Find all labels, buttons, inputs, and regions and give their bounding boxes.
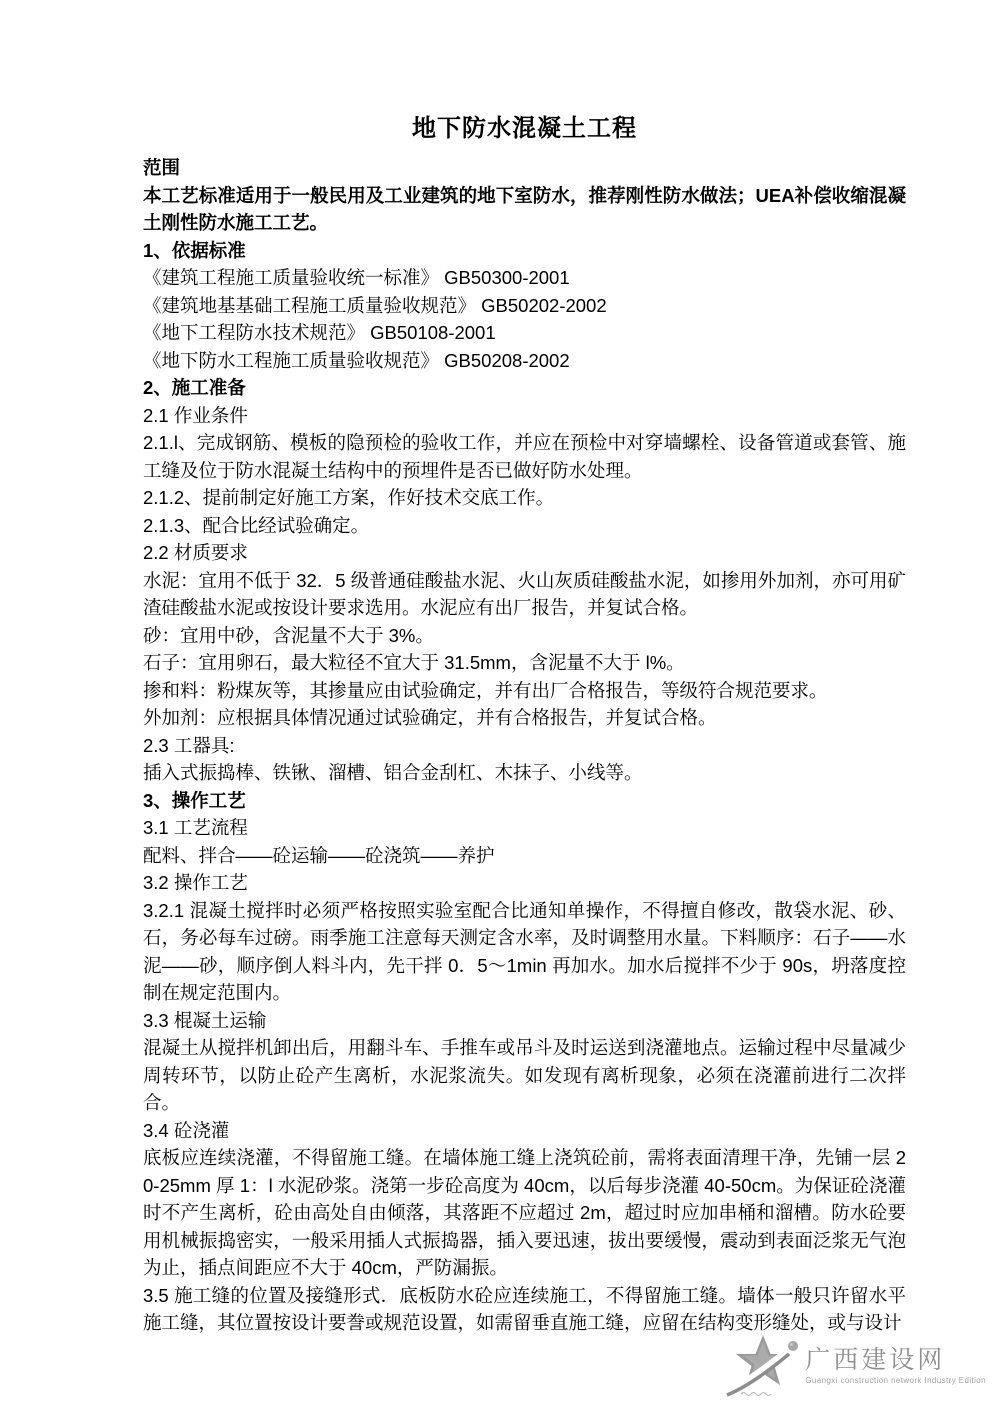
paragraph: 外加剂：应根据具体情况通过试验确定，并有合格报告，并复试合格。 — [143, 707, 717, 728]
document-title: 地下防水混凝土工程 — [412, 115, 637, 142]
paragraph: 3.3 棍凝土运输 — [143, 1009, 267, 1031]
paragraph: 1、依据标准 — [143, 239, 246, 261]
paragraph: 2.3 工器具: — [143, 734, 235, 756]
paragraph: 3.4 砼浇灌 — [143, 1119, 230, 1141]
paragraph: 2.1.3、配合比经试验确定。 — [143, 514, 370, 536]
paragraph: 3.2.1 混凝土搅拌时必须严格按照实验室配合比通知单操作，不得擅自修改，散袋水泥、砂、石，务必每车过磅。雨季施工注意每天测定含水率，及时调整用水量。下料顺序：石子——水泥——砂，顺序倒人料斗内，先干拌 0．5～1min 再加水。加水后搅拌不少于 90s，坍落度控制在规定范围内。 — [143, 899, 906, 1003]
paragraph: 底板应连续浇灌，不得留施工缝。在墙体施工缝上浇筑砼前，需将表面清理干净，先铺一层 20-25mm 厚 1：l 水泥砂浆。浇第一步砼高度为 40cm，以后每步浇灌 40-50cm。为保证砼浇灌时不产生离析，砼由高处自由倾落，其落距不应超过 2m，超过时应加串桶和溜槽。防水砼要用机械振捣密实，一般采用插人式振捣器，插入要迅速，拔出要缓慢，震动到表面泛浆无气泡为止，插点间距应不大于 40cm，严防漏振。 — [143, 1147, 906, 1278]
paragraph: 混凝土从搅拌机卸出后，用翻斗车、手推车或吊斗及时运送到浇灌地点。运输过程中尽量减少周转环节，以防止砼产生离析，水泥浆流失。如发现有离析现象，必须在浇灌前进行二次拌合。 — [143, 1037, 906, 1113]
paragraph: 2.2 材质要求 — [143, 542, 248, 563]
paragraph: 《地下工程防水技术规范》 GB50108-2001 — [143, 322, 496, 343]
paragraph: 2.1.l、完成钢筋、模板的隐预检的验收工作，并应在预检中对穿墙螺栓、设备管道或套管、施工缝及位于防水混凝土结构中的预埋件是否已做好防水处理。 — [143, 432, 906, 481]
paragraph: 2.1 作业条件 — [143, 404, 248, 426]
paragraph: 3、操作工艺 — [143, 789, 246, 811]
paragraph: 砂：宜用中砂，含泥量不大于 3%。 — [143, 624, 434, 646]
paragraph: 3.5 施工缝的位置及接缝形式．底板防水砼应连续施工，不得留施工缝。墙体一般只许留水平施工缝，其位置按设计要誊或规范设置，如需留垂直施工缝，应留在结构变形缝处，或与设计 — [143, 1284, 906, 1333]
paragraph: 石子：宜用卵石，最大粒径不宜大于 31.5mm，含泥量不大于 l%。 — [143, 652, 685, 673]
paragraph: 2.1.2、提前制定好施工方案，作好技术交底工作。 — [143, 487, 555, 508]
watermark-text — [805, 1346, 986, 1386]
paragraph: 水泥：宜用不低于 32．5 级普通硅酸盐水泥、火山灰质硅酸盐水泥，如掺用外加剂，亦可用矿渣硅酸盐水泥或按设计要求选用。水泥应有出厂报告，并复试合格。 — [143, 569, 906, 618]
paragraph: 2、施工准备 — [143, 377, 246, 398]
paragraph: 掺和料：粉煤灰等，其掺量应由试验确定，并有出厂合格报告，等级符合规范要求。 — [143, 679, 828, 701]
paragraph: 本工艺标准适用于一般民用及工业建筑的地下室防水，推荐刚性防水做法；UEA补偿收缩混凝土刚性防水施工工艺。 — [143, 184, 906, 233]
paragraph: 配料、拌合——砼运输——砼浇筑——养护 — [143, 844, 495, 866]
document-content — [143, 112, 906, 1337]
star-swoosh-icon — [725, 1333, 801, 1399]
watermark-site-name: 广西建设网 — [805, 1347, 946, 1374]
paragraph: 《建筑工程施工质量验收统一标准》 GB50300-2001 — [143, 267, 570, 288]
paragraph: 插入式振捣棒、铁锹、溜槽、铝合金刮杠、木抹子、小线等。 — [143, 762, 643, 783]
paragraph: 范围 — [143, 157, 181, 178]
paragraph: 《地下防水工程施工质量验收规范》 GB50208-2002 — [143, 349, 570, 371]
watermark-subtitle: Guangxi construction network Industry Edition — [805, 1376, 986, 1385]
watermark — [725, 1333, 986, 1399]
paragraph: 《建筑地基基础工程施工质量验收规范》 GB50202-2002 — [143, 294, 607, 316]
paragraph: 3.2 操作工艺 — [143, 872, 248, 893]
paragraph-list — [143, 154, 906, 1337]
paragraph: 3.1 工艺流程 — [143, 817, 248, 838]
